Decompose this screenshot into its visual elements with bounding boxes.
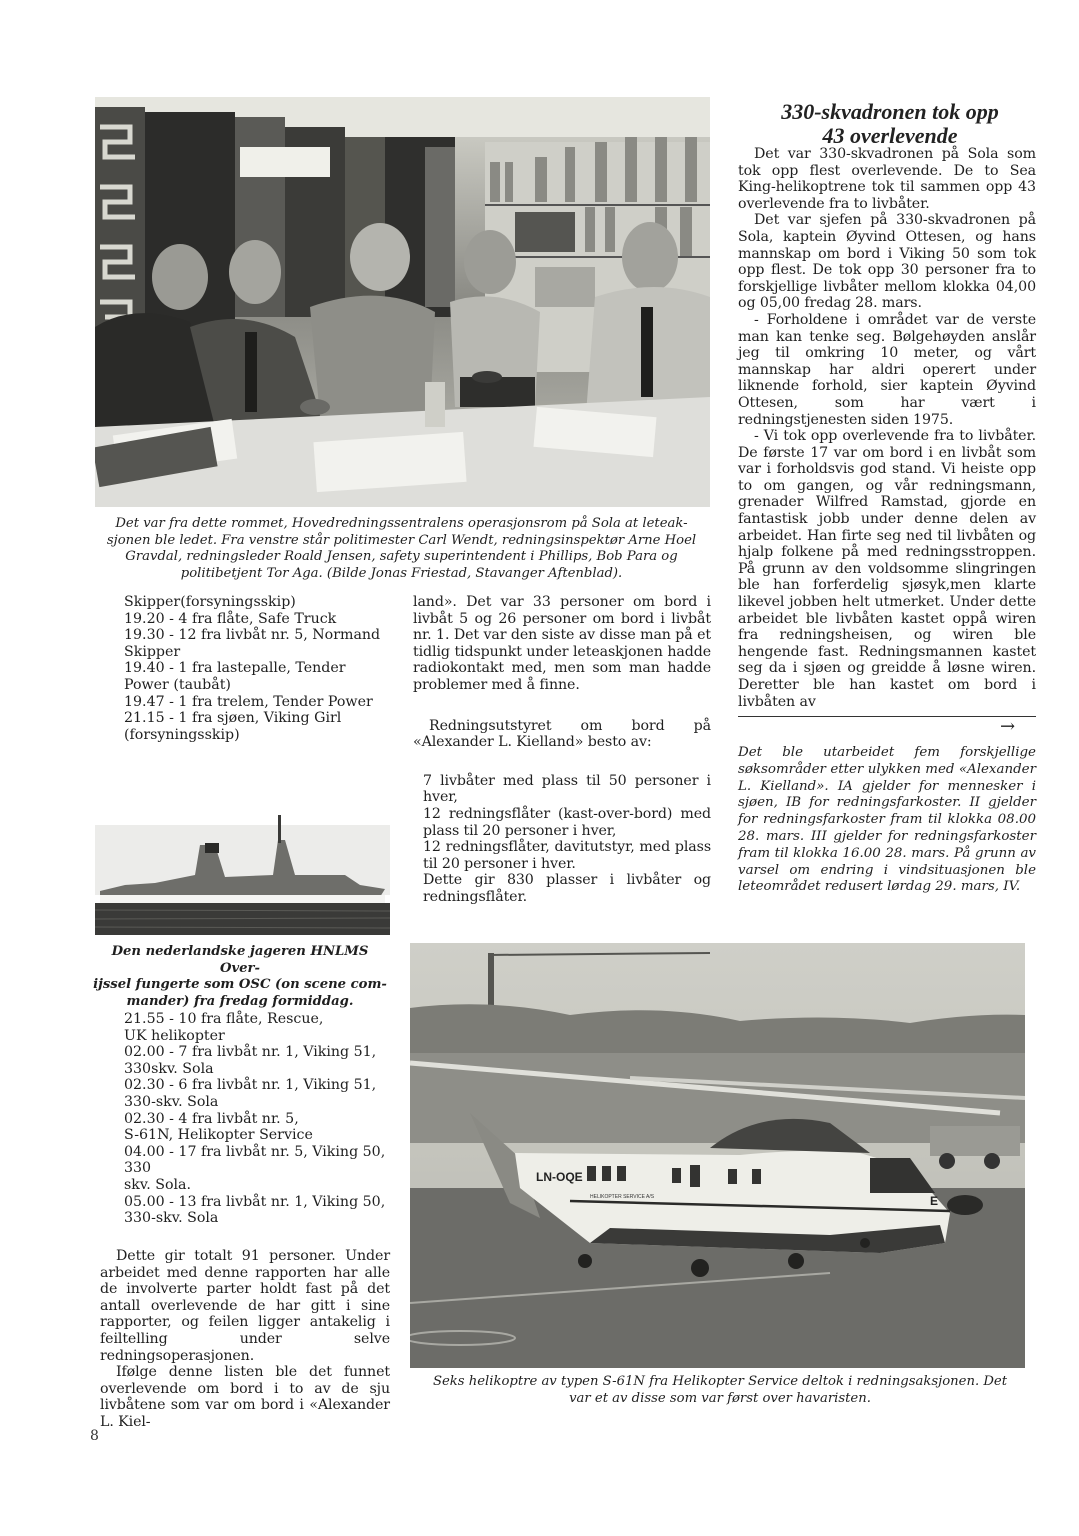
rescue-list-line: 04.00 - 17 fra livbåt nr. 5, Viking 50,	[124, 1143, 386, 1160]
rescue-list-line: 19.40 - 1 fra lastepalle, Tender	[124, 660, 346, 677]
continued-arrow-icon: →	[1000, 716, 1016, 737]
sidebar-divider	[738, 716, 1036, 717]
caption-line: sjonen ble ledet. Fra venstre står politimester Carl Wendt, redningsinspektør Arne Hoel	[106, 532, 697, 548]
left-paragraph: Ifølge denne listen ble det funnet overlevende om bord i to av de sju livbåtene som var om bord i «Alexander L. Kiel-	[100, 1364, 390, 1430]
helicopter-nose-letter: E	[930, 1194, 939, 1208]
rescue-list-line: 19.47 - 1 fra trelem, Tender Power	[124, 693, 373, 710]
equipment-intro: Redningsutstyret om bord på «Alexander L. Kielland» besto av:	[413, 717, 711, 751]
search-area-map-caption: Det ble utarbeidet fem forskjellige søksområder etter ulykken med «Alexander L. Kielland». IA gjelder for mennesker i sjøen, IB for redningsfarkoster. II gjelder for redningsfarkoster fram til klokka 08.00 28. mars. III gjelder for redningsfarkoster fram til klokka 16.00 28. mars. På grunn av varsel om endring i vindsituasjonen ble leteområdet redusert lørdag 29. mars, IV.	[738, 745, 1036, 895]
control-room-photo-image	[95, 97, 710, 507]
caption-line: politibetjent Tor Aga. (Bilde Jonas Friestad, Stavanger Aftenblad).	[180, 565, 623, 581]
rescue-list-line: Power (taubåt)	[124, 676, 231, 693]
equipment-item: 12 redningsflåter (kast-over-bord) med plass til 20 personer i hver,	[423, 805, 711, 839]
page-number: 8	[90, 1428, 99, 1444]
caption-line: var et av disse som var først over havaristen.	[569, 1390, 871, 1406]
caption-line: Seks helikoptre av typen S-61N fra Helikopter Service deltok i redningsaksjonen. Det	[432, 1374, 1008, 1389]
rescue-list-line: 21.15 - 1 fra sjøen, Viking Girl	[124, 710, 342, 727]
middle-paragraph: land». Det var 33 personer om bord i livbåt 5 og 26 personer om bord i livbåt nr. 1. Det var den siste av disse man på et tidlig tidspunkt under leteaskjonen hadde radiokontakt med, men som man hadde problemer med å finne.	[413, 594, 711, 693]
destroyer-photo	[95, 795, 390, 935]
sidebar-paragraph: Det var 330-skvadronen på Sola som tok opp flest overlevende. De to Sea King-helikoptrene tok til sammen opp 43 overlevende fra to livbåter.	[738, 146, 1036, 212]
headline-line: 43 overlevende	[822, 123, 958, 148]
caption-line: Den nederlandske jageren HNLMS Over-	[111, 944, 369, 976]
left-bottom-text	[100, 1248, 390, 1431]
helicopter-photo-image	[410, 943, 1025, 1368]
helicopter-registration: LN-OQE	[536, 1170, 583, 1184]
equipment-item: 12 redningsflåter, davitutstyr, med plass til 20 personer i hver.	[423, 839, 711, 872]
rescue-list-line: 02.30 - 6 fra livbåt nr. 1, Viking 51,	[124, 1077, 377, 1094]
sidebar-headline	[735, 100, 1045, 148]
rescue-list-line: UK helikopter	[124, 1027, 225, 1044]
sidebar-paragraph: Det var sjefen på 330-skvadronen på Sola, kaptein Øyvind Ottesen, og hans mannskap om bord i Viking 50 som tok opp flest. De tok opp 30 personer fra to forskjellige livbåter mellom klokka 04,00 og 05,00 fredag 28. mars.	[738, 212, 1036, 312]
rescue-list-line: S-61N, Helikopter Service	[124, 1127, 313, 1144]
rescue-list-line: 21.55 - 10 fra flåte, Rescue,	[124, 1011, 324, 1027]
caption-line: mander) fra fredag formiddag.	[126, 993, 354, 1009]
sidebar-paragraph: - Forholdene i området var de verste man kan tenke seg. Bølgehøyden anslår jeg til omkring 10 meter, og vårt mannskap har aldri operert under liknende forhold, sier kaptein Øyvind Ottesen, som har vært i redningstjenesten siden 1975.	[738, 311, 1036, 428]
rescue-list-line: 05.00 - 13 fra livbåt nr. 1, Viking 50,	[124, 1193, 386, 1210]
rescue-list-line: 330skv. Sola	[124, 1060, 214, 1077]
rescue-list-top	[124, 594, 404, 743]
rescue-list-line: 330-skv. Sola	[124, 1210, 219, 1227]
control-room-photo	[95, 97, 710, 507]
caption-line: Gravdal, redningsleder Roald Jensen, safety superintendent i Phillips, Bob Para og	[125, 549, 678, 565]
destroyer-photo-image	[95, 795, 390, 935]
rescue-list-line: (forsyningsskip)	[124, 726, 240, 743]
rescue-list-bottom	[124, 1011, 404, 1227]
equipment-total: Dette gir 830 plasser i livbåter og redningsflåter.	[423, 872, 711, 905]
headline-line: 330-skvadronen tok opp	[781, 99, 999, 124]
rescue-list-line: 02.30 - 4 fra livbåt nr. 5,	[124, 1110, 299, 1127]
rescue-list-line: Skipper(forsyningsskip)	[124, 594, 296, 610]
caption-line: ijssel fungerte som OSC (on scene com-	[93, 977, 387, 993]
destroyer-caption	[90, 944, 390, 1010]
helicopter-caption	[405, 1374, 1035, 1407]
helicopter-livery-text: HELIKOPTER SERVICE A/S	[590, 1194, 655, 1200]
equipment-list	[413, 773, 711, 906]
middle-column-text	[413, 594, 711, 906]
sidebar-article-body	[738, 146, 1036, 710]
control-room-caption	[93, 516, 710, 582]
rescue-list-line: 19.20 - 4 fra flåte, Safe Truck	[124, 610, 337, 627]
caption-line: Det var fra dette rommet, Hovedredningssentralens operasjonsrom på Sola at leteak-	[115, 516, 688, 531]
sidebar-paragraph: - Vi tok opp overlevende fra to livbåter. De første 17 var om bord i en livbåt som var i forholdsvis god stand. Vi heiste opp to om gangen, og vår redningsmann, grenader Wilfred Ramstad, gjorde en fantastisk jobb under denne delen av arbeidet. Han firte seg ned til livbåten og hjalp folkene på med redningsstroppen. På grunn av den voldsomme slingringen ble han forferdelig sjøsyk,men klarte likevel jobben helt utmerket. Under dette arbeidet ble livbåten kastet oppå wiren fra redningsheisen, og wiren ble hengende fast. Redningsmannen kastet seg da i sjøen og greidde å løsne wiren. Deretter ble han kastet om bord i livbåten av	[738, 428, 1036, 710]
rescue-list-line: 330	[124, 1160, 152, 1177]
helicopter-photo	[410, 943, 1025, 1368]
rescue-list-line: Skipper	[124, 643, 181, 660]
rescue-list-line: 330-skv. Sola	[124, 1093, 219, 1110]
rescue-list-line: skv. Sola.	[124, 1176, 191, 1193]
left-paragraph: Dette gir totalt 91 personer. Under arbeidet med denne rapporten har alle de involverte parter holdt fast på det antall overlevende de har gitt i sine rapporter, og feilen ligger antakelig i feiltelling under selve redningsoperasjonen.	[100, 1248, 390, 1364]
rescue-list-line: 02.00 - 7 fra livbåt nr. 1, Viking 51,	[124, 1044, 377, 1061]
equipment-item: 7 livbåter med plass til 50 personer i hver,	[423, 772, 711, 806]
rescue-list-line: 19.30 - 12 fra livbåt nr. 5, Normand	[124, 627, 381, 644]
